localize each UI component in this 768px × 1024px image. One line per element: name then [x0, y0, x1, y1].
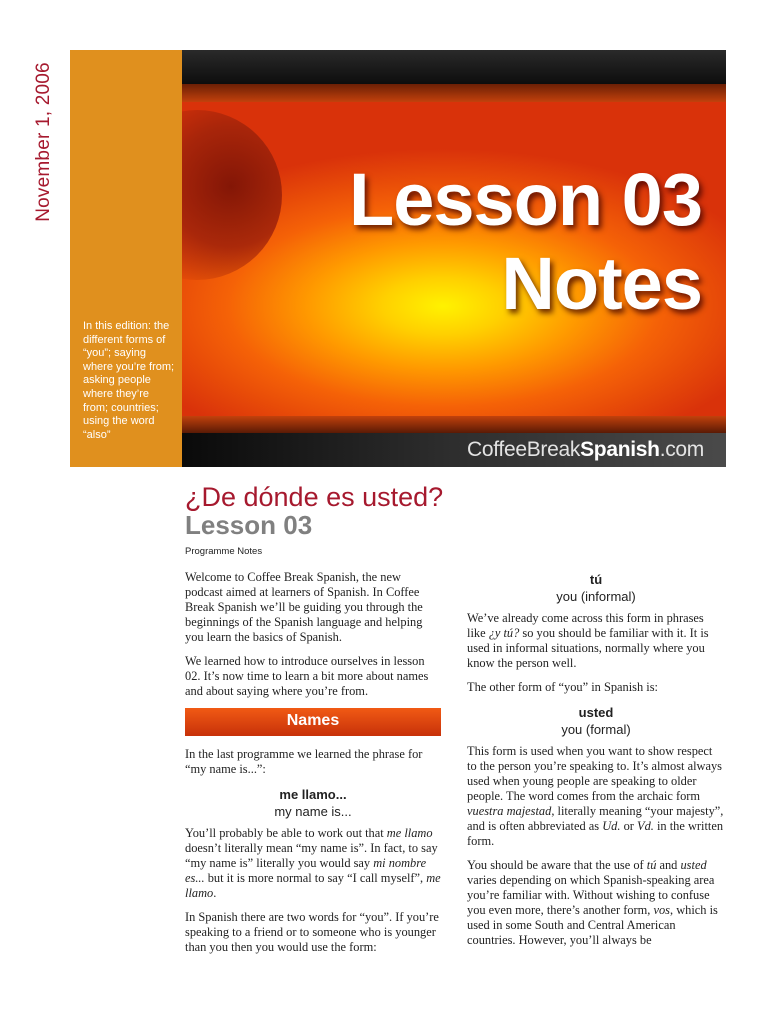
publication-date: November 1, 2006	[33, 62, 54, 222]
phrase-me-llamo: me llamo... my name is...	[274, 787, 352, 819]
edition-summary: In this edition: the different forms of “you”; saying where you’re from; asking people where they’re from; countries; using the word “also”	[83, 320, 175, 441]
banner-title-line1: Lesson 03	[349, 158, 702, 241]
intro-paragraph: Welcome to Coffee Break Spanish, the new podcast aimed at learners of Spanish. In Coffee Break Spanish we’ll be guiding you through the beginnings of the Spanish language and helping you learn the basics of Spanish.	[185, 570, 423, 644]
phrase-intro-paragraph: In the last programme we learned the phrase for “my name is...”:	[185, 747, 423, 776]
phrase-tu: tú you (informal)	[556, 572, 636, 604]
brand-wordmark: CoffeeBreakSpanish.com	[467, 438, 704, 461]
banner-top-band	[182, 50, 726, 84]
two-forms-paragraph: In Spanish there are two words for “you”. If you’re speaking to a friend or to someone who is younger than you then you would use the form:	[185, 910, 439, 954]
header-banner	[182, 50, 726, 467]
programme-notes-label: Programme Notes	[185, 546, 263, 557]
column-right	[467, 571, 725, 957]
banner-top-stripe	[182, 84, 726, 102]
banner-bottom-stripe	[182, 416, 726, 433]
section-header-names: Names	[185, 708, 441, 736]
lesson-subtitle: Lesson 03	[185, 510, 313, 540]
tu-explanation: We’ve already come across this form in phrases like ¿y tú? so you should be familiar with it. It is used in informal situations, normally where you know the person well.	[467, 611, 709, 670]
page-title: ¿De dónde es usted?	[185, 482, 444, 512]
regional-usage-paragraph: You should be aware that the use of tú and usted varies depending on which Spanish-speaking area you’re familiar with. Without wishing to confuse you even more, there’s another form, vos, which is used in some South and Central American countries. However, you’ll always be	[467, 858, 718, 947]
banner-title-line2: Notes	[501, 242, 702, 325]
other-form-paragraph: The other form of “you” in Spanish is:	[467, 680, 658, 694]
phrase-usted: usted you (formal)	[561, 705, 631, 737]
banner-title	[349, 158, 702, 326]
lesson-recap-paragraph: We learned how to introduce ourselves in lesson 02. It’s now time to learn a bit more about names and about saying where you’re from.	[185, 654, 429, 698]
column-left	[185, 570, 441, 964]
me-llamo-explanation: You’ll probably be able to work out that me llamo doesn’t literally mean “my name is”. In fact, to say “my name is” literally you would say mi nombre es... but it is more normal to say “I call myself”, me llamo.	[185, 826, 441, 900]
usted-explanation: This form is used when you want to show respect to the person you’re speaking to. It’s almost always used when young people are speaking to older people. The word comes from the archaic form vuestra majestad, literally meaning “your majesty”, and is often abbreviated as Ud. or Vd. in the written form.	[467, 744, 724, 848]
